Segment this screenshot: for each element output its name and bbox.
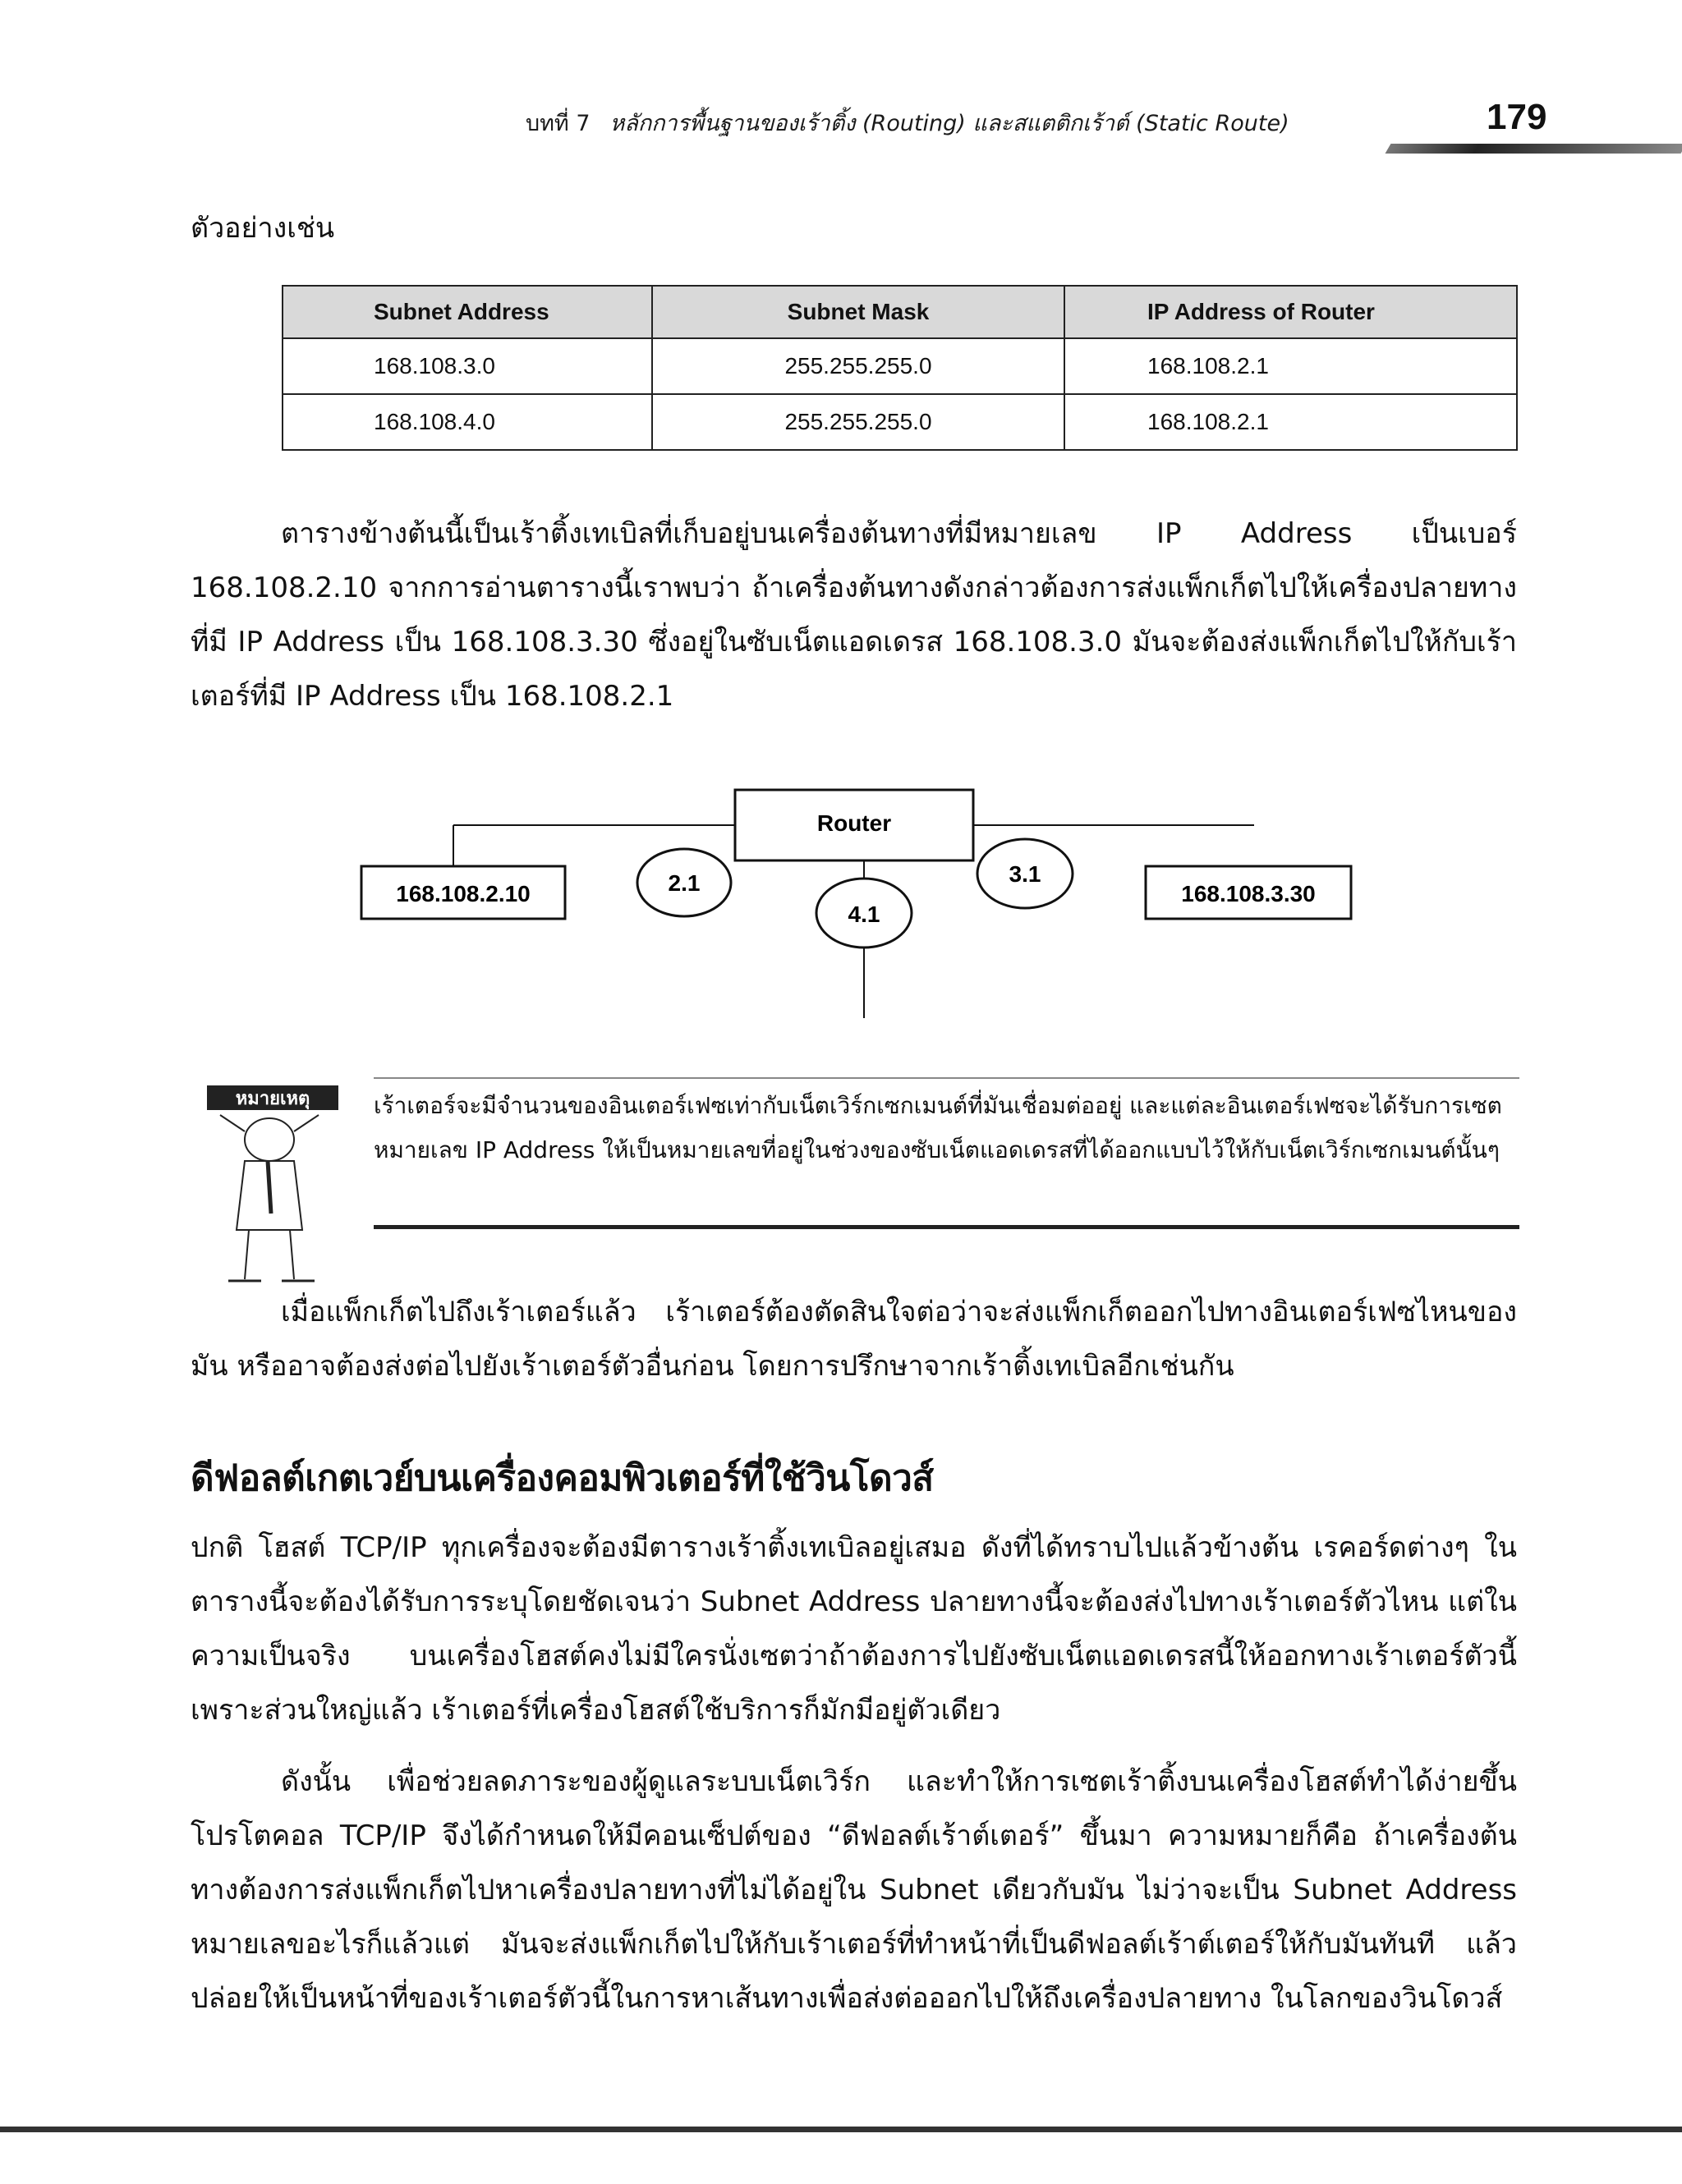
routing-table [282,285,1518,451]
paragraph-routing-table-explanation: ตารางข้างต้นนี้เป็นเร้าติ้งเทเบิลที่เก็บอยู่บนเครื่องต้นทางที่มีหมายเลข IP Address เป็นเบอร์ 168.108.2.10 จากการอ่านตารางนี้เราพบว่า ถ้าเครื่องต้นทางดังกล่าวต้องการส่งแพ็กเก็ตไปให้เครื่องปลายทางที่มี IP Address เป็น 168.108.3.30 ซึ่งอยู่ในซับเน็ตแอดเดรส 168.108.3.0 มันจะต้องส่งแพ็กเก็ตไปให้กับเร้าเตอร์ที่มี IP Address เป็น 168.108.2.1 [191,517,1517,713]
interface-left-label: 2.1 [668,870,701,896]
paragraph-host-routing-table: ปกติ โฮสต์ TCP/IP ทุกเครื่องจะต้องมีตารางเร้าติ้งเทเบิลอยู่เสมอ ดังที่ได้ทราบไปแล้วข้างต้น เรคอร์ดต่างๆ ในตารางนี้จะต้องได้รับการระบุโดยชัดเจนว่า Subnet Address ปลายทางนี้จะต้องส่งไปทางเร้าเตอร์ตัวไหน แต่ในความเป็นจริง บนเครื่องโฮสต์คงไม่มีใครนั่งเซตว่าถ้าต้องการไปยังซับเน็ตแอดเดรสนี้ให้ออกทางเร้าเตอร์ตัวนี้ เพราะส่วนใหญ่แล้ว เร้าเตอร์ที่เครื่องโฮสต์ใช้บริการก็มักมีอยู่ตัวเดียว [191,1531,1517,1727]
right-host-label: 168.108.3.30 [1181,881,1316,906]
note-text: เร้าเตอร์จะมีจำนวนของอินเตอร์เฟซเท่ากับเน็ตเวิร์กเซกเมนต์ที่มันเชื่อมต่ออยู่ และแต่ละอินเตอร์เฟซจะได้รับการเซตหมายเลข IP Address ให้เป็นหมายเลขที่อยู่ในช่วงของซับเน็ตแอดเดรสที่ได้ออกแบบไว้ให้กับเน็ตเวิร์กเซกเมนต์นั้นๆ [374,1092,1502,1163]
network-diagram [353,772,1372,1035]
column-header: Subnet Address [283,286,652,338]
interface-right-label: 3.1 [1009,861,1041,887]
column-header: IP Address of Router [1064,286,1517,338]
note-top-rule [374,1077,1519,1079]
footer-rule [0,2127,1682,2132]
table-header-row [283,286,1517,338]
page-number: 179 [1487,97,1547,137]
note-figure-icon [204,1082,368,1296]
left-host-label: 168.108.2.10 [396,881,531,906]
example-label: ตัวอย่างเช่น [191,212,335,245]
table-cell: 168.108.2.1 [1064,338,1517,394]
header-chapter: บทที่ 7 [526,111,591,136]
header-decoration [1386,144,1682,154]
note-bottom-rule [374,1225,1519,1229]
running-header [526,105,1289,140]
table-row [283,338,1517,394]
section-heading: ดีฟอลต์เกตเวย์บนเครื่องคอมพิวเตอร์ที่ใช้วินโดวส์ [191,1457,934,1499]
table-row [283,394,1517,450]
header-title: หลักการพื้นฐานของเร้าติ้ง (Routing) และสแตติกเร้าต์ (Static Route) [609,111,1289,136]
paragraph-router-decision: เมื่อแพ็กเก็ตไปถึงเร้าเตอร์แล้ว เร้าเตอร์ต้องตัดสินใจต่อว่าจะส่งแพ็กเก็ตออกไปทางอินเตอร์เฟซไหนของมัน หรืออาจต้องส่งต่อไปยังเร้าเตอร์ตัวอื่นก่อน โดยการปรึกษาจากเร้าติ้งเทเบิลอีกเช่นกัน [191,1296,1517,1383]
paragraph-default-router: ดังนั้น เพื่อช่วยลดภาระของผู้ดูแลระบบเน็ตเวิร์ก และทำให้การเซตเร้าติ้งบนเครื่องโฮสต์ทำได้ง่ายขึ้น โปรโตคอล TCP/IP จึงได้กำหนดให้มีคอนเซ็ปต์ของ “ดีฟอลต์เร้าต์เตอร์” ขึ้นมา ความหมายก็คือ ถ้าเครื่องต้นทางต้องการส่งแพ็กเก็ตไปหาเครื่องปลายทางที่ไม่ได้อยู่ใน Subnet เดียวกับมัน ไม่ว่าจะเป็น Subnet Address หมายเลขอะไรก็แล้วแต่ มันจะส่งแพ็กเก็ตไปให้กับเร้าเตอร์ที่ทำหน้าที่เป็นดีฟอลต์เร้าต์เตอร์ให้กับมันทันที แล้วปล่อยให้เป็นหน้าที่ของเร้าเตอร์ตัวนี้ในการหาเส้นทางเพื่อส่งต่อออกไปให้ถึงเครื่องปลายทาง ในโลกของวินโดวส์ [191,1765,1517,2015]
table-cell: 168.108.3.0 [283,338,652,394]
note-badge: หมายเหตุ [235,1089,310,1109]
interface-bottom-label: 4.1 [848,902,880,927]
table-cell: 255.255.255.0 [652,394,1064,450]
router-label: Router [816,810,892,836]
column-header: Subnet Mask [652,286,1064,338]
table-cell: 168.108.4.0 [283,394,652,450]
table-cell: 255.255.255.0 [652,338,1064,394]
table-cell: 168.108.2.1 [1064,394,1517,450]
